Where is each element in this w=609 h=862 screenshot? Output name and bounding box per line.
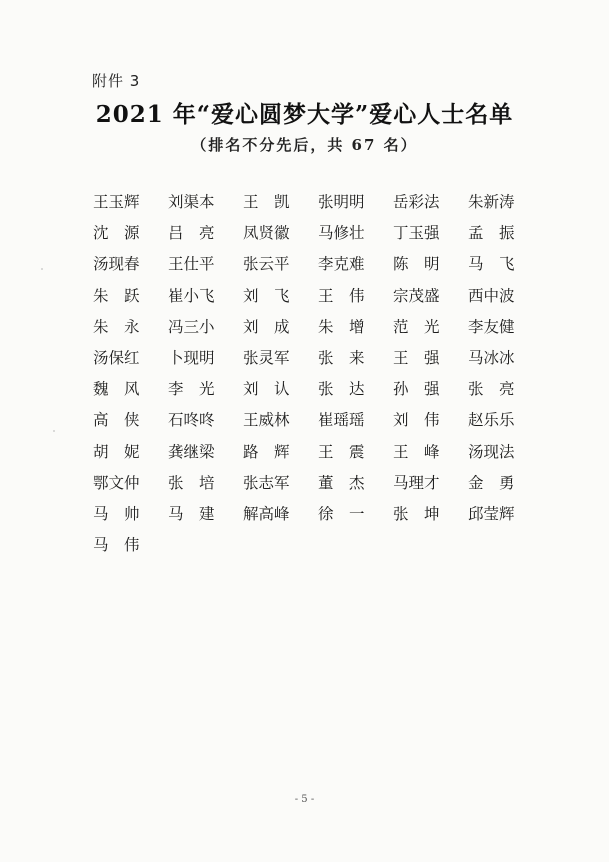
name-item: 马修壮 [318,224,365,243]
name-item: 西中波 [468,286,515,305]
name-item: 凤贤徽 [243,224,290,243]
name-item: 崔瑶瑶 [318,411,365,430]
name-item: 王威林 [243,411,290,430]
name-item: 马 伟 [93,536,140,555]
name-item: 王 震 [318,442,365,461]
name-item: 吕 亮 [168,224,215,243]
page-subtitle: （排名不分先后，共 67 名） [191,136,418,154]
name-item: 张 培 [168,473,215,492]
name-item: 龚继梁 [168,442,215,461]
name-item: 朱 增 [318,317,365,336]
name-item: 卜现明 [168,348,215,367]
name-item: 王 强 [393,348,440,367]
name-item: 崔小飞 [168,286,215,305]
name-item: 赵乐乐 [468,411,515,430]
name-item: 沈 源 [93,224,140,243]
name-item: 张明明 [318,193,365,211]
name-item: 张 达 [318,380,365,399]
name-item: 岳彩法 [393,193,440,211]
name-item: 汤现春 [93,255,140,274]
name-item: 马 帅 [93,504,140,523]
name-item: 张灵军 [243,348,290,367]
name-item: 徐 一 [318,504,365,523]
name-item: 张志军 [243,473,290,492]
name-item: 王仕平 [168,255,215,274]
scan-speck [53,430,55,432]
name-item: 邱莹辉 [468,504,515,523]
name-item: 胡 妮 [93,442,140,461]
name-item: 董 杰 [318,473,365,492]
name-item: 马 飞 [468,255,515,274]
name-item: 王 凯 [243,193,290,211]
name-item: 汤保红 [93,348,140,367]
scan-speck [41,268,43,270]
name-item: 王 伟 [318,286,365,305]
name-item: 刘 伟 [393,411,440,430]
name-item: 王玉辉 [93,193,140,211]
name-item: 刘 飞 [243,286,290,305]
name-item: 朱新涛 [468,193,515,211]
name-item: 鄂文仲 [93,473,140,492]
name-item: 金 勇 [468,473,515,492]
name-item: 高 侠 [93,411,140,430]
page-number: - 5 - [294,794,315,805]
name-item: 朱 跃 [93,286,140,305]
name-item: 孟 振 [468,224,515,243]
name-item: 魏 风 [93,380,140,399]
name-item: 石咚咚 [168,411,215,430]
name-item: 张 坤 [393,504,440,523]
name-item: 张 来 [318,348,365,367]
name-item: 李克难 [318,255,365,274]
name-item: 丁玉强 [393,224,440,243]
name-item: 张云平 [243,255,290,274]
name-item: 马冰冰 [468,348,515,367]
name-item: 刘 成 [243,317,290,336]
name-item: 李友健 [468,317,515,336]
page-title: 2021 年“爱心圆梦大学”爱心人士名单 [95,101,514,128]
name-item: 宗茂盛 [393,286,440,305]
name-item: 李 光 [168,380,215,399]
name-item: 刘 认 [243,380,290,399]
name-item: 冯三小 [168,317,215,336]
name-item: 马 建 [168,504,215,523]
attachment-label: 附件 3 [92,72,141,90]
name-item: 范 光 [393,317,440,336]
names-list [93,190,543,564]
name-item: 王 峰 [393,442,440,461]
name-item: 孙 强 [393,380,440,399]
name-item: 解高峰 [243,504,290,523]
name-item: 陈 明 [393,255,440,274]
name-item: 张 亮 [468,380,515,399]
name-item: 刘渠本 [168,193,215,211]
name-item: 汤现法 [468,442,515,461]
name-item: 马理才 [393,473,440,492]
name-item: 朱 永 [93,317,140,336]
name-item: 路 辉 [243,442,290,461]
